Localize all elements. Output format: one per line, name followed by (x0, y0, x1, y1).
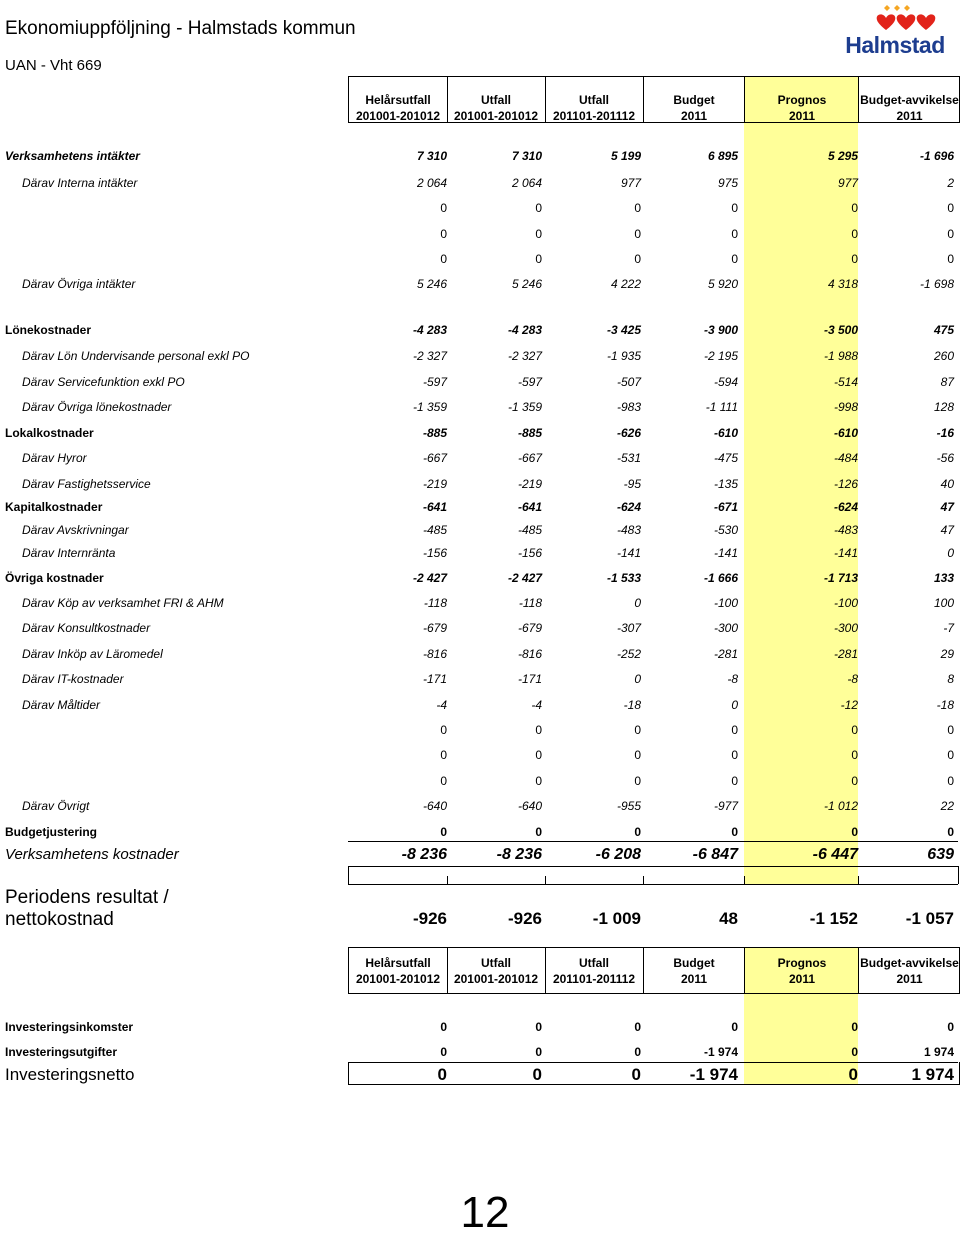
row-label: Därav Servicefunktion exkl PO (22, 375, 185, 389)
value-cell: -610 (713, 426, 738, 440)
row-label: Kapitalkostnader (5, 500, 103, 514)
value-cell: -3 500 (823, 323, 858, 337)
value-cell: -4 283 (412, 323, 447, 337)
value-cell: 0 (731, 201, 738, 215)
value-cell: -118 (423, 596, 447, 610)
value-cell: -12 (840, 698, 858, 712)
value-cell: -998 (833, 400, 858, 414)
table-row (0, 451, 960, 471)
table-row (0, 546, 960, 566)
logo-crown-hearts-icon (834, 4, 956, 34)
value-cell: 0 (851, 748, 858, 762)
value-cell: 0 (535, 1020, 542, 1034)
value-cell: -1 696 (919, 149, 954, 163)
value-cell: -1 009 (592, 909, 641, 928)
row-label: Därav Interna intäkter (22, 176, 138, 190)
column-header: Budget-avvikelse 2011 (860, 93, 959, 123)
value-cell: 2 064 (416, 176, 447, 190)
value-cell: -6 847 (692, 846, 738, 863)
result-row (0, 885, 960, 930)
result-label: Periodens resultat / (5, 887, 169, 908)
value-cell: 40 (940, 477, 954, 491)
value-cell: 0 (947, 252, 954, 266)
value-cell: -141 (713, 546, 738, 560)
value-cell: -667 (422, 451, 447, 465)
value-cell: -626 (616, 426, 641, 440)
value-cell: -594 (713, 375, 738, 389)
value-cell: -171 (422, 672, 447, 686)
value-cell: -141 (616, 546, 641, 560)
value-cell: -1 012 (823, 799, 858, 813)
value-cell: 47 (940, 523, 954, 537)
value-cell: 0 (440, 252, 447, 266)
value-cell: -624 (616, 500, 641, 514)
value-cell: -300 (833, 621, 858, 635)
value-cell: -135 (713, 477, 738, 491)
value-cell: 0 (947, 1020, 954, 1034)
table-row (0, 723, 960, 743)
value-cell: -3 900 (703, 323, 738, 337)
value-cell: 1 974 (911, 1065, 954, 1084)
value-cell: 0 (634, 1020, 641, 1034)
result-label: nettokostnad (5, 909, 114, 930)
value-cell: 975 (717, 176, 738, 190)
table-row (0, 672, 960, 692)
value-cell: -507 (616, 375, 641, 389)
value-cell: 0 (731, 227, 738, 241)
value-cell: -307 (616, 621, 641, 635)
table-row (0, 252, 960, 272)
value-cell: 8 (947, 672, 954, 686)
value-cell: 0 (731, 698, 738, 712)
value-cell: 5 920 (707, 277, 738, 291)
value-cell: 0 (634, 723, 641, 737)
value-cell: 977 (837, 176, 858, 190)
row-label: Därav Fastighetsservice (22, 477, 151, 491)
value-cell: 0 (532, 1065, 542, 1084)
value-cell: 0 (947, 748, 954, 762)
value-cell: -485 (517, 523, 542, 537)
value-cell: -1 359 (412, 400, 447, 414)
row-label: Investeringsnetto (5, 1065, 135, 1084)
column-header: Utfall 201101-201112 (552, 956, 636, 986)
value-cell: -141 (833, 546, 858, 560)
value-cell: -1 057 (905, 909, 954, 928)
page-subtitle: UAN - Vht 669 (5, 57, 102, 74)
value-cell: -7 (943, 621, 954, 635)
value-cell: -1 713 (823, 571, 858, 585)
row-label: Därav Internränta (22, 546, 116, 560)
page-title: Ekonomiuppföljning - Halmstads kommun (5, 18, 356, 39)
value-cell: -126 (833, 477, 858, 491)
value-cell: 0 (851, 774, 858, 788)
row-label: Verksamhetens kostnader (5, 846, 179, 863)
value-cell: -8 236 (496, 846, 542, 863)
value-cell: 0 (440, 723, 447, 737)
column-header: Prognos 2011 (777, 93, 827, 123)
row-label: Investeringsutgifter (5, 1045, 118, 1059)
column-header: Budget 2011 (673, 93, 715, 123)
value-cell: 0 (631, 1065, 641, 1084)
value-cell: -484 (833, 451, 858, 465)
value-cell: -1 152 (809, 909, 858, 928)
table-row (0, 227, 960, 247)
value-cell: -671 (713, 500, 738, 514)
value-cell: 0 (535, 1045, 542, 1059)
page-number: 12 (460, 1188, 510, 1237)
value-cell: -8 236 (401, 846, 447, 863)
value-cell: -983 (616, 400, 641, 414)
halmstad-logo (834, 4, 956, 56)
value-cell: 0 (535, 825, 542, 839)
value-cell: 0 (947, 825, 954, 839)
table-row (0, 846, 960, 866)
value-cell: -6 447 (812, 846, 858, 863)
value-cell: 0 (634, 201, 641, 215)
value-cell: -18 (936, 698, 954, 712)
table-row (0, 523, 960, 543)
table-row (0, 176, 960, 196)
value-cell: -885 (422, 426, 447, 440)
value-cell: 0 (851, 201, 858, 215)
value-cell: 0 (851, 825, 858, 839)
value-cell: 0 (440, 748, 447, 762)
value-cell: 639 (927, 846, 954, 863)
logo-text: Halmstad (845, 32, 945, 58)
value-cell: -4 283 (507, 323, 542, 337)
value-cell: -2 195 (703, 349, 738, 363)
value-cell: 0 (731, 748, 738, 762)
value-cell: -610 (833, 426, 858, 440)
table-row (0, 799, 960, 819)
value-cell: -156 (517, 546, 542, 560)
value-cell: 0 (634, 672, 641, 686)
value-cell: 6 895 (707, 149, 738, 163)
row-label: Därav IT-kostnader (22, 672, 124, 686)
value-cell: -531 (616, 451, 641, 465)
value-cell: 0 (851, 252, 858, 266)
value-cell: -281 (713, 647, 738, 661)
value-cell: 22 (940, 799, 954, 813)
value-cell: 0 (634, 596, 641, 610)
value-cell: -597 (422, 375, 447, 389)
value-cell: -641 (517, 500, 542, 514)
value-cell: -1 111 (705, 400, 738, 414)
value-cell: -4 (531, 698, 542, 712)
value-cell: -530 (713, 523, 738, 537)
value-cell: 0 (947, 201, 954, 215)
column-header: Utfall 201001-201012 (453, 956, 539, 986)
table-row (0, 426, 960, 446)
value-cell: 0 (731, 825, 738, 839)
value-cell: -100 (713, 596, 738, 610)
value-cell: 0 (731, 252, 738, 266)
table-row (0, 277, 960, 297)
value-cell: 0 (437, 1065, 447, 1084)
investment-row (0, 1020, 960, 1040)
value-cell: 0 (535, 774, 542, 788)
table-row (0, 748, 960, 768)
value-cell: 1 974 (923, 1045, 954, 1059)
value-cell: 0 (848, 1065, 858, 1084)
value-cell: 475 (933, 323, 954, 337)
value-cell: 0 (851, 227, 858, 241)
value-cell: -219 (517, 477, 542, 491)
value-cell: 0 (440, 1045, 447, 1059)
row-label: Därav Inköp av Läromedel (22, 647, 163, 661)
value-cell: 0 (535, 723, 542, 737)
row-label: Därav Konsultkostnader (22, 621, 151, 635)
value-cell: -100 (833, 596, 858, 610)
table-row (0, 825, 960, 845)
value-cell: -1 974 (689, 1065, 738, 1084)
row-label: Därav Övrigt (22, 799, 90, 813)
value-cell: -485 (422, 523, 447, 537)
table-row (0, 596, 960, 616)
value-cell: 0 (440, 1020, 447, 1034)
column-header: Budget 2011 (673, 956, 715, 986)
value-cell: -2 327 (412, 349, 447, 363)
row-label: Därav Övriga lönekostnader (22, 400, 172, 414)
value-cell: 0 (731, 723, 738, 737)
value-cell: -1 935 (606, 349, 641, 363)
value-cell: -281 (833, 647, 858, 661)
value-cell: -252 (616, 647, 641, 661)
value-cell: 5 246 (511, 277, 542, 291)
table-row (0, 774, 960, 794)
table-row (0, 621, 960, 641)
value-cell: -1 533 (606, 571, 641, 585)
value-cell: 2 (947, 176, 954, 190)
row-label: Därav Övriga intäkter (22, 277, 136, 291)
value-cell: -16 (936, 426, 954, 440)
value-cell: -640 (517, 799, 542, 813)
row-label: Investeringsinkomster (5, 1020, 134, 1034)
column-header: Helårsutfall 201001-201012 (355, 93, 441, 123)
value-cell: -1 359 (507, 400, 542, 414)
value-cell: -8 (847, 672, 858, 686)
value-cell: -679 (517, 621, 542, 635)
value-cell: 7 310 (416, 149, 447, 163)
value-cell: 0 (634, 748, 641, 762)
row-label: Verksamhetens intäkter (5, 149, 140, 163)
value-cell: 5 295 (827, 149, 858, 163)
value-cell: -926 (412, 909, 447, 928)
value-cell: 48 (719, 909, 738, 928)
value-cell: 0 (440, 774, 447, 788)
value-cell: -6 208 (595, 846, 641, 863)
row-label: Därav Måltider (22, 698, 101, 712)
value-cell: -1 698 (919, 277, 954, 291)
row-label: Därav Avskrivningar (22, 523, 129, 537)
value-cell: 0 (634, 774, 641, 788)
row-label: Därav Hyror (22, 451, 87, 465)
value-cell: -640 (422, 799, 447, 813)
value-cell: 128 (933, 400, 954, 414)
value-cell: 0 (634, 825, 641, 839)
value-cell: 100 (933, 596, 954, 610)
value-cell: -514 (833, 375, 858, 389)
value-cell: 0 (947, 774, 954, 788)
value-cell: 0 (535, 252, 542, 266)
table-row (0, 647, 960, 667)
table-row (0, 400, 960, 420)
value-cell: -816 (422, 647, 447, 661)
value-cell: 29 (940, 647, 954, 661)
value-cell: -300 (713, 621, 738, 635)
value-cell: -483 (616, 523, 641, 537)
value-cell: -3 425 (606, 323, 641, 337)
table-row (0, 149, 960, 169)
value-cell: 2 064 (511, 176, 542, 190)
value-cell: 0 (440, 825, 447, 839)
value-cell: 0 (535, 748, 542, 762)
value-cell: -977 (713, 799, 738, 813)
value-cell: 4 222 (610, 277, 641, 291)
value-cell: 0 (440, 227, 447, 241)
value-cell: -624 (833, 500, 858, 514)
value-cell: 0 (634, 252, 641, 266)
value-cell: 5 199 (610, 149, 641, 163)
value-cell: -2 427 (412, 571, 447, 585)
value-cell: -667 (517, 451, 542, 465)
row-label: Lokalkostnader (5, 426, 94, 440)
table-row (0, 323, 960, 343)
value-cell: -2 427 (507, 571, 542, 585)
value-cell: 0 (947, 723, 954, 737)
value-cell: 0 (731, 1020, 738, 1034)
value-cell: 0 (947, 227, 954, 241)
table-row (0, 375, 960, 395)
value-cell: 0 (440, 201, 447, 215)
value-cell: 0 (634, 227, 641, 241)
value-cell: -816 (517, 647, 542, 661)
value-cell: -156 (422, 546, 447, 560)
value-cell: -219 (422, 477, 447, 491)
row-label: Övriga kostnader (5, 571, 104, 585)
value-cell: 0 (634, 1045, 641, 1059)
value-cell: 4 318 (827, 277, 858, 291)
column-header: Helårsutfall 201001-201012 (355, 956, 441, 986)
value-cell: -475 (713, 451, 738, 465)
row-label: Därav Lön Undervisande personal exkl PO (22, 349, 250, 363)
value-cell: -926 (507, 909, 542, 928)
column-header: Utfall 201001-201012 (453, 93, 539, 123)
value-cell: 133 (933, 571, 954, 585)
value-cell: -8 (727, 672, 738, 686)
value-cell: 977 (620, 176, 641, 190)
value-cell: -95 (623, 477, 641, 491)
table-row (0, 698, 960, 718)
value-cell: -483 (833, 523, 858, 537)
value-cell: 0 (535, 201, 542, 215)
value-cell: -679 (422, 621, 447, 635)
table-row (0, 571, 960, 591)
value-cell: -118 (518, 596, 542, 610)
value-cell: -171 (517, 672, 542, 686)
column-header: Utfall 201101-201112 (552, 93, 636, 123)
value-cell: 0 (947, 546, 954, 560)
value-cell: 0 (535, 227, 542, 241)
value-cell: 7 310 (511, 149, 542, 163)
value-cell: -597 (517, 375, 542, 389)
value-cell: 87 (940, 375, 954, 389)
table-row (0, 500, 960, 520)
value-cell: -1 666 (703, 571, 738, 585)
table-row (0, 201, 960, 221)
row-label: Lönekostnader (5, 323, 92, 337)
value-cell: 0 (851, 1045, 858, 1059)
table-row (0, 349, 960, 369)
value-cell: 0 (851, 1020, 858, 1034)
value-cell: -4 (436, 698, 447, 712)
value-cell: -885 (517, 426, 542, 440)
column-header: Prognos 2011 (777, 956, 827, 986)
value-cell: -1 974 (703, 1045, 738, 1059)
table-row (0, 477, 960, 497)
investment-total-box (348, 1062, 960, 1085)
value-cell: 260 (933, 349, 954, 363)
value-cell: -955 (616, 799, 641, 813)
value-cell: -18 (623, 698, 641, 712)
value-cell: 47 (940, 500, 954, 514)
value-cell: -641 (422, 500, 447, 514)
value-cell: -2 327 (507, 349, 542, 363)
value-cell: 0 (731, 774, 738, 788)
value-cell: -1 988 (823, 349, 858, 363)
row-label: Budgetjustering (5, 825, 97, 839)
column-header: Budget-avvikelse 2011 (860, 956, 959, 986)
value-cell: 0 (851, 723, 858, 737)
value-cell: 5 246 (416, 277, 447, 291)
value-cell: -56 (936, 451, 954, 465)
row-label: Därav Köp av verksamhet FRI & AHM (22, 596, 224, 610)
